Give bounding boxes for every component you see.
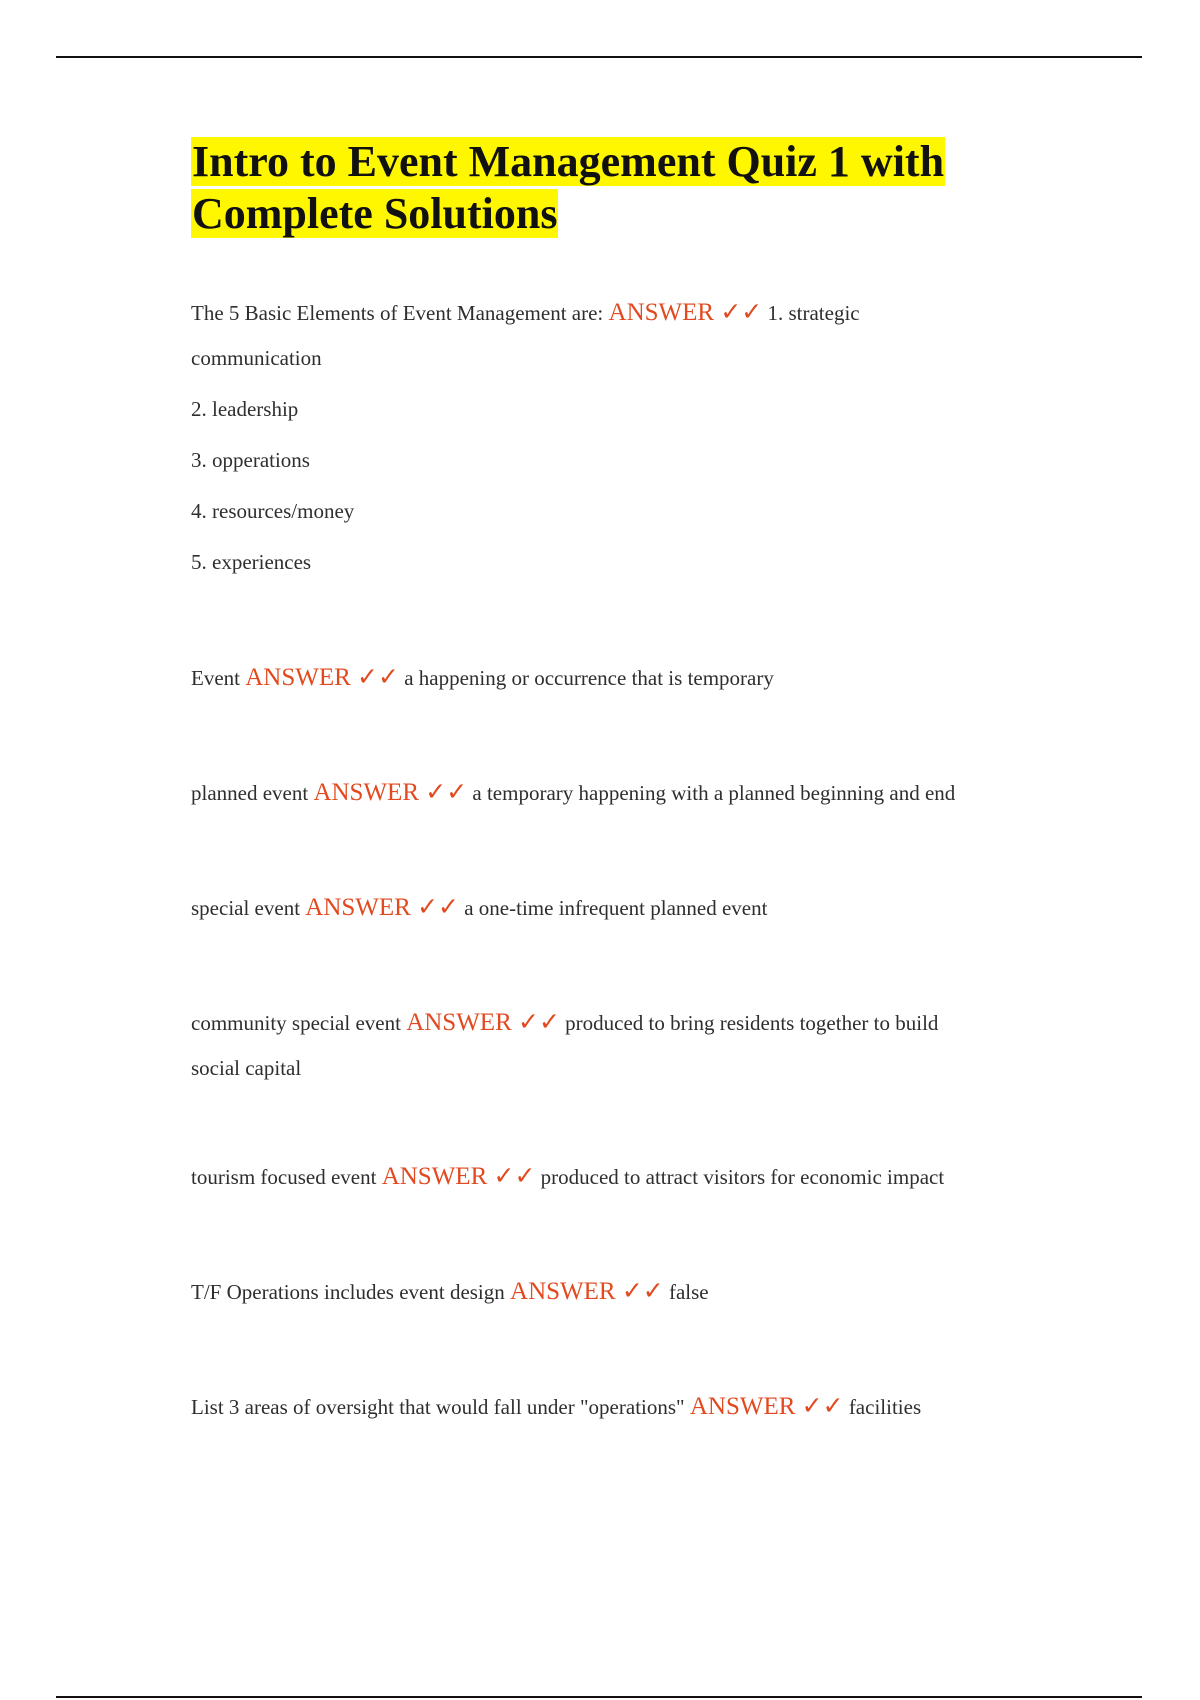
answer-marker: ANSWER ✓✓: [313, 779, 468, 806]
qa-item-community-special-event: [191, 1000, 1051, 1091]
answer-text: produced to attract visitors for economic impact: [540, 1165, 945, 1189]
question-text: T/F Operations includes event design: [191, 1280, 505, 1304]
question-text: Event: [191, 666, 240, 690]
title-highlight-line-2: Complete Solutions: [192, 189, 558, 238]
answer-list-item: 2. leadership: [191, 397, 299, 421]
title-highlight-line-1: Intro to Event Management Quiz 1 with: [192, 137, 945, 186]
answer-text: 1. strategic: [767, 301, 860, 325]
qa-item-event: [191, 655, 1051, 701]
answer-list-item: 5. experiences: [191, 550, 312, 574]
qa-item-operations-true-false: [191, 1269, 1051, 1315]
answer-marker: ANSWER ✓✓: [245, 664, 399, 691]
answer-text: false: [668, 1280, 709, 1304]
document-page: [191, 136, 1051, 1420]
question-text: planned event: [191, 781, 309, 805]
answer-marker: ANSWER ✓✓: [689, 1393, 844, 1420]
qa-item-basic-elements: [191, 290, 1051, 585]
header-rule: [56, 56, 1142, 58]
qa-item-tourism-focused-event: [191, 1154, 1051, 1200]
answer-text: a temporary happening with a planned beginning and end: [472, 781, 956, 805]
question-text: The 5 Basic Elements of Event Management are:: [191, 301, 604, 325]
answer-text: produced to bring residents together to build: [565, 1011, 939, 1035]
answer-marker: ANSWER ✓✓: [406, 1009, 560, 1036]
answer-list-item: 3. opperations: [191, 448, 310, 472]
qa-line: [191, 1000, 1051, 1046]
answer-continuation: communication: [191, 346, 322, 370]
document-title: [191, 136, 1051, 240]
answer-marker: ANSWER ✓✓: [510, 1278, 664, 1305]
answer-text: a one-time infrequent planned event: [464, 896, 768, 920]
question-text: community special event: [191, 1011, 401, 1035]
answer-marker: ANSWER ✓✓: [305, 894, 459, 921]
question-text: special event: [191, 896, 301, 920]
footer-rule: [56, 1696, 1142, 1698]
qa-line: [191, 290, 1051, 336]
qa-item-special-event: [191, 885, 1051, 931]
qa-item-planned-event: [191, 770, 1051, 816]
answer-text: facilities: [848, 1395, 922, 1419]
answer-text: a happening or occurrence that is temporary: [404, 666, 774, 690]
qa-item-operations-oversight: [191, 1384, 1051, 1430]
answer-continuation: social capital: [191, 1056, 302, 1080]
question-text: tourism focused event: [191, 1165, 377, 1189]
answer-marker: ANSWER ✓✓: [608, 299, 763, 326]
answer-marker: ANSWER ✓✓: [381, 1163, 536, 1190]
answer-list-item: 4. resources/money: [191, 499, 355, 523]
question-text: List 3 areas of oversight that would fall under "operations": [191, 1395, 685, 1419]
